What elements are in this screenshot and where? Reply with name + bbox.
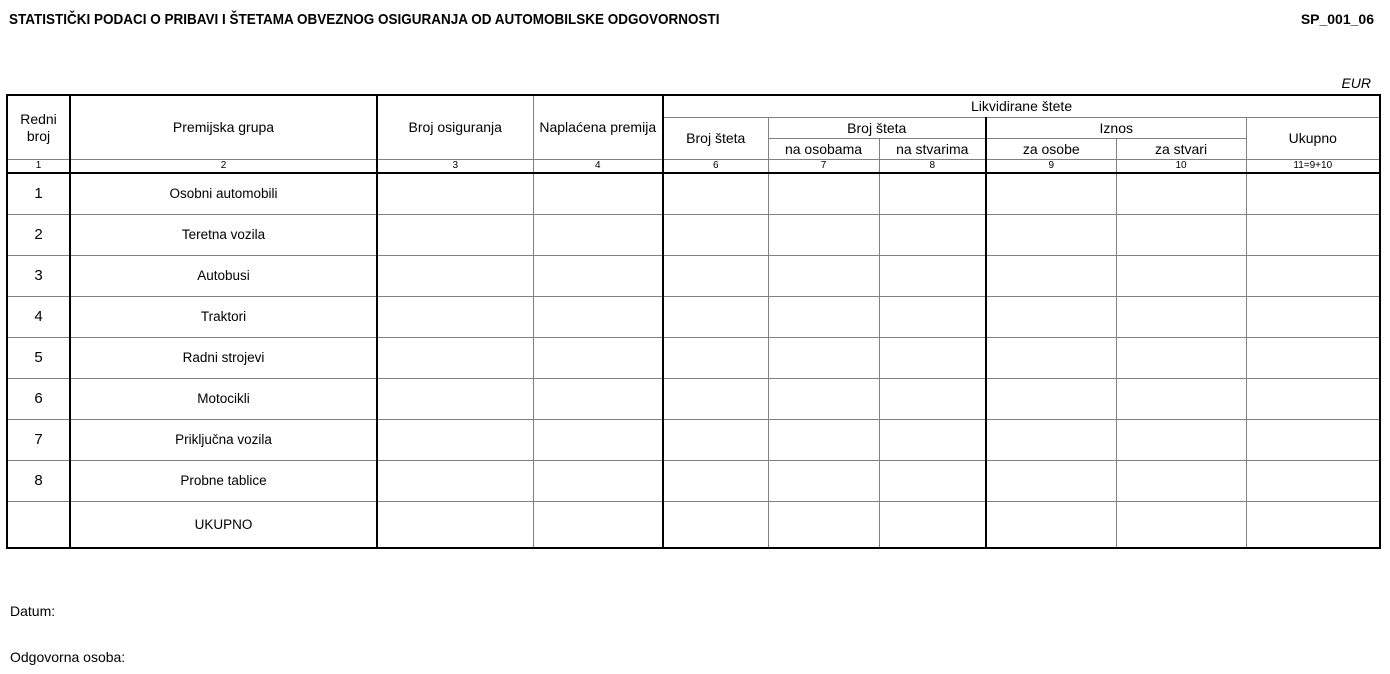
data-cell[interactable] <box>663 297 768 338</box>
table-row <box>7 461 1380 502</box>
header-na-osobama: na osobama <box>768 139 879 160</box>
header-broj-steta: Broj šteta <box>663 118 768 160</box>
data-cell[interactable] <box>1246 297 1380 338</box>
data-cell[interactable] <box>533 256 663 297</box>
column-number: 4 <box>533 160 663 174</box>
header-za-stvari: za stvari <box>1116 139 1246 160</box>
data-cell[interactable] <box>1116 215 1246 256</box>
data-cell[interactable] <box>1116 379 1246 420</box>
row-number: 7 <box>7 420 70 461</box>
table-row <box>7 256 1380 297</box>
row-number: 5 <box>7 338 70 379</box>
table-row <box>7 420 1380 461</box>
data-cell[interactable] <box>879 461 986 502</box>
data-cell[interactable] <box>663 338 768 379</box>
data-cell[interactable] <box>986 256 1116 297</box>
data-cell[interactable] <box>986 379 1116 420</box>
header-ukupno: Ukupno <box>1246 118 1380 160</box>
header-broj-steta-group: Broj šteta <box>768 118 986 139</box>
row-number: 8 <box>7 461 70 502</box>
data-cell[interactable] <box>879 173 986 215</box>
row-number: 6 <box>7 379 70 420</box>
premium-group-name: Priključna vozila <box>70 420 377 461</box>
column-number: 7 <box>768 160 879 174</box>
data-cell[interactable] <box>768 173 879 215</box>
data-cell[interactable] <box>1116 338 1246 379</box>
table-row <box>7 215 1380 256</box>
column-number: 2 <box>70 160 377 174</box>
data-cell[interactable] <box>879 297 986 338</box>
column-number: 9 <box>986 160 1116 174</box>
data-cell[interactable] <box>768 338 879 379</box>
table-row <box>7 338 1380 379</box>
data-cell[interactable] <box>986 461 1116 502</box>
data-cell[interactable] <box>1246 461 1380 502</box>
header-premijska-grupa: Premijska grupa <box>70 95 377 160</box>
premium-group-name: Osobni automobili <box>70 173 377 215</box>
data-cell[interactable] <box>879 338 986 379</box>
header-naplacena-premija: Naplaćena premija <box>533 95 663 160</box>
data-cell[interactable] <box>377 379 533 420</box>
data-cell[interactable] <box>1116 256 1246 297</box>
row-number <box>7 502 70 549</box>
data-cell[interactable] <box>768 297 879 338</box>
data-cell[interactable] <box>533 215 663 256</box>
header-na-stvarima: na stvarima <box>879 139 986 160</box>
data-cell[interactable] <box>663 173 768 215</box>
data-cell[interactable] <box>663 502 768 549</box>
data-cell[interactable] <box>1246 420 1380 461</box>
data-cell[interactable] <box>377 338 533 379</box>
premium-group-name: Teretna vozila <box>70 215 377 256</box>
total-row <box>7 502 1380 549</box>
header-broj-osiguranja: Broj osiguranja <box>377 95 533 160</box>
data-cell[interactable] <box>533 173 663 215</box>
data-cell[interactable] <box>533 420 663 461</box>
column-number: 1 <box>7 160 70 174</box>
column-number: 6 <box>663 160 768 174</box>
data-cell[interactable] <box>533 502 663 549</box>
statistics-table <box>6 94 1381 549</box>
data-cell[interactable] <box>986 420 1116 461</box>
data-cell[interactable] <box>377 502 533 549</box>
data-cell[interactable] <box>377 297 533 338</box>
row-number: 2 <box>7 215 70 256</box>
data-cell[interactable] <box>377 173 533 215</box>
data-cell[interactable] <box>986 297 1116 338</box>
data-cell[interactable] <box>1116 173 1246 215</box>
premium-group-name: Traktori <box>70 297 377 338</box>
data-cell[interactable] <box>377 420 533 461</box>
data-cell[interactable] <box>1246 502 1380 549</box>
data-cell[interactable] <box>1246 379 1380 420</box>
data-cell[interactable] <box>1116 461 1246 502</box>
row-number: 3 <box>7 256 70 297</box>
data-cell[interactable] <box>768 256 879 297</box>
data-cell[interactable] <box>879 215 986 256</box>
data-cell[interactable] <box>1116 502 1246 549</box>
data-cell[interactable] <box>663 461 768 502</box>
data-cell[interactable] <box>879 256 986 297</box>
data-cell[interactable] <box>1246 215 1380 256</box>
data-cell[interactable] <box>768 420 879 461</box>
data-cell[interactable] <box>986 173 1116 215</box>
data-cell[interactable] <box>1246 173 1380 215</box>
data-cell[interactable] <box>879 502 986 549</box>
data-cell[interactable] <box>1246 256 1380 297</box>
premium-group-name: Motocikli <box>70 379 377 420</box>
form-code: SP_001_06 <box>1300 11 1374 27</box>
data-cell[interactable] <box>1246 338 1380 379</box>
data-cell[interactable] <box>986 215 1116 256</box>
header-iznos: Iznos <box>986 118 1246 139</box>
data-cell[interactable] <box>533 338 663 379</box>
data-cell[interactable] <box>533 461 663 502</box>
data-cell[interactable] <box>377 256 533 297</box>
responsible-person-label: Odgovorna osoba: <box>10 649 126 665</box>
header-redni-broj: Redni broj <box>7 95 70 160</box>
data-cell[interactable] <box>663 256 768 297</box>
premium-group-name: Radni strojevi <box>70 338 377 379</box>
data-cell[interactable] <box>879 379 986 420</box>
data-cell[interactable] <box>1116 420 1246 461</box>
row-number: 1 <box>7 173 70 215</box>
data-cell[interactable] <box>663 420 768 461</box>
header-likvidirane-stete: Likvidirane štete <box>663 95 1380 118</box>
total-label: UKUPNO <box>70 502 377 549</box>
table-row <box>7 173 1380 215</box>
data-cell[interactable] <box>768 379 879 420</box>
data-cell[interactable] <box>533 379 663 420</box>
currency-label: EUR <box>1341 75 1371 91</box>
column-number: 3 <box>377 160 533 174</box>
data-cell[interactable] <box>533 297 663 338</box>
table-row <box>7 297 1380 338</box>
premium-group-name: Probne tablice <box>70 461 377 502</box>
table-row <box>7 379 1380 420</box>
row-number: 4 <box>7 297 70 338</box>
data-cell[interactable] <box>768 461 879 502</box>
data-cell[interactable] <box>663 379 768 420</box>
premium-group-name: Autobusi <box>70 256 377 297</box>
report-title: STATISTIČKI PODACI O PRIBAVI I ŠTETAMA OBVEZNOG OSIGURANJA OD AUTOMOBILSKE ODGOVORNOSTI <box>9 11 720 28</box>
data-cell[interactable] <box>663 215 768 256</box>
column-number: 11=9+10 <box>1246 160 1380 174</box>
header-za-osobe: za osobe <box>986 139 1116 160</box>
column-number: 10 <box>1116 160 1246 174</box>
data-cell[interactable] <box>986 338 1116 379</box>
column-number: 8 <box>879 160 986 174</box>
data-cell[interactable] <box>377 461 533 502</box>
data-cell[interactable] <box>1116 297 1246 338</box>
data-cell[interactable] <box>879 420 986 461</box>
data-cell[interactable] <box>986 502 1116 549</box>
data-cell[interactable] <box>768 215 879 256</box>
data-cell[interactable] <box>377 215 533 256</box>
date-label: Datum: <box>10 603 56 619</box>
data-cell[interactable] <box>768 502 879 549</box>
